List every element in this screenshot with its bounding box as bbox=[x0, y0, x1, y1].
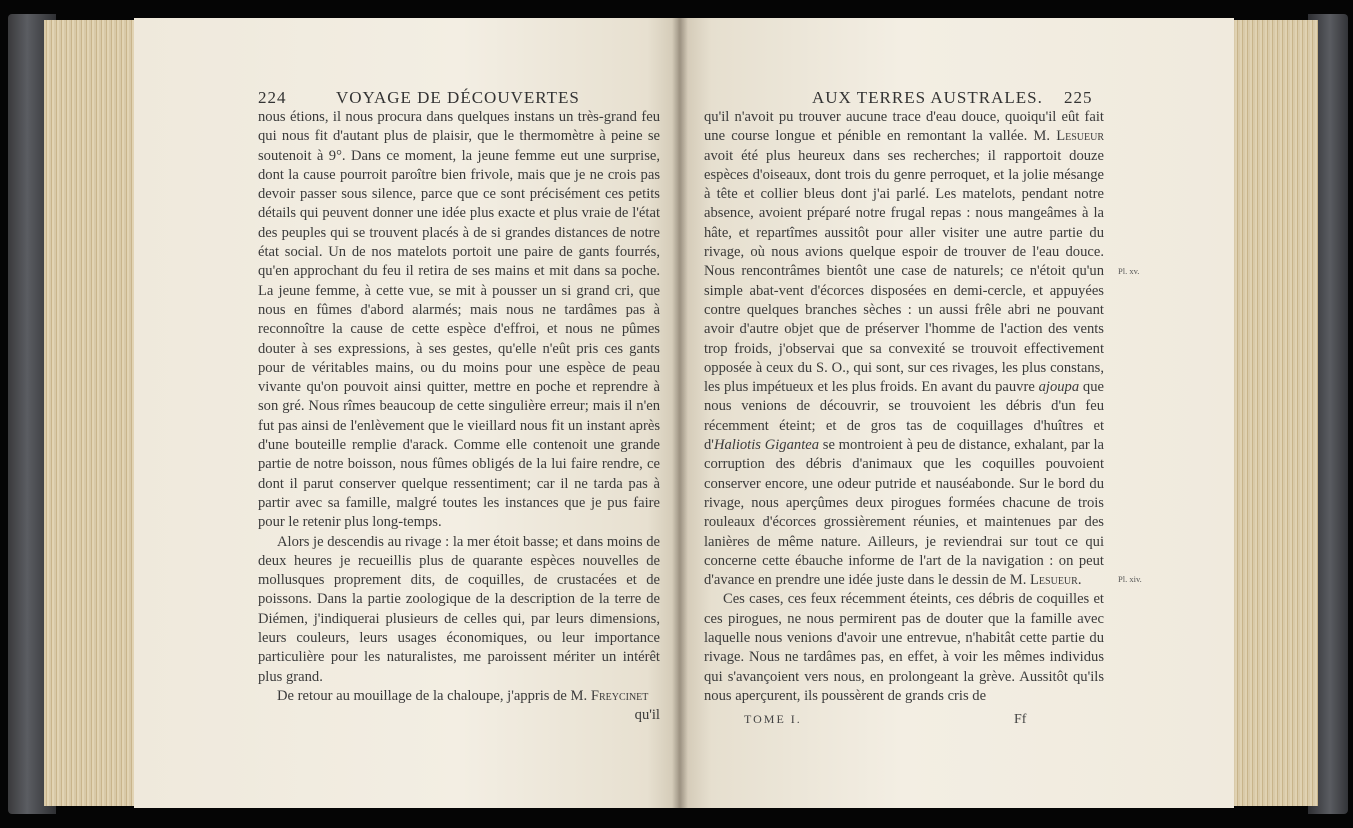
name-freycinet: Freycinet bbox=[590, 687, 649, 704]
right-running-head: AUX TERRES AUSTRALES. bbox=[812, 88, 1043, 107]
right-paragraph-2: Ces cases, ces feux récemment éteints, ces débris de coquilles et ces pirogues, ne nous permirent pas de douter que la famille avec laquelle nous venions d'avoir une entrevue, n'habitât cette partie du rivage. Nous ne tardâmes pas, en effet, à voir les mêmes individus qui s'avançoient vers nous, en prolongeant la grève. Aussitôt qu'ils nous aperçurent, ils poussèrent de grands cris de bbox=[704, 591, 1104, 704]
left-page-body bbox=[258, 108, 660, 726]
plate-note-xiv: Pl. xiv. bbox=[1118, 574, 1142, 584]
footer-signature: Ff bbox=[1014, 712, 1027, 727]
book-gutter bbox=[672, 18, 688, 808]
page-edges-right bbox=[1230, 20, 1318, 806]
left-page-number: 224 bbox=[258, 88, 287, 107]
italic-haliotis: Haliotis Gigantea bbox=[713, 437, 820, 454]
left-page bbox=[134, 18, 680, 808]
open-book bbox=[8, 12, 1348, 818]
page-edges-left bbox=[44, 20, 148, 806]
left-paragraph-1: nous étions, il nous procura dans quelques instans un très-grand feu qui nous fit d'autant plus de plaisir, que le thermomètre à peine se soutenoit à 9°. Dans ce moment, la jeune femme eut une surprise, dont la cause pourroit paroître bien frivole, mais que je ne crois pas devoir passer sous silence, parce que ce sont précisément ces petits détails qui peuvent donner une idée plus exacte et plus vraie de l'état des peuples qui se trouvent placés à de si grandes distances de notre état social. Un de nos matelots portoit une paire de gants fourrés, qu'en approchant du feu il retira de ses mains et mit dans sa poche. La jeune femme, à cette vue, se mit à pousser un si grand cri, que nous en fûmes d'abord alarmés; mais nous ne tardâmes pas à reconnoître la cause de cette espèce d'effroi, et nous ne pûmes douter à ses expressions, à ses gestes, qu'elle n'eût pris ces gants pour de véritables mains, ou du moins pour une espèce de peau vivante qu'on pouvoit ainsi quitter, mettre en poche et reprendre à son gré. Nous rîmes beaucoup de cette singulière erreur; mais il n'en fut pas ainsi de l'enlèvement que le vieillard nous fit un instant après d'une bouteille remplie d'arack. Comme elle contenoit une grande partie de notre boisson, nous fûmes obligés de la lui faire rendre, ce dont il parut conserver quelque ressentiment; car il ne tarda pas à partir avec sa famille, malgré toutes les instances que je pus faire pour le retenir plus long-temps. bbox=[258, 109, 660, 531]
left-paragraph-2: Alors je descendis au rivage : la mer étoit basse; et dans moins de deux heures je recueillis plus de quarante espèces nouvelles de mollusques proprement dits, de coquilles, de crustacées et de poissons. Dans la partie zoologique de la description de la terre de Diémen, j'indiquerai plusieurs de celles qui, par leurs dimensions, leurs couleurs, leurs usages économiques, ou leur importance particulière pour les naturalistes, me paroissent mériter un intérêt plus grand. bbox=[258, 533, 660, 685]
left-running-head: VOYAGE DE DÉCOUVERTES bbox=[336, 88, 580, 107]
right-page bbox=[678, 18, 1234, 808]
left-catchword: qu'il bbox=[634, 707, 660, 724]
name-lesueur-1: Lesueur bbox=[1056, 128, 1104, 145]
italic-ajoupa: ajoupa bbox=[1038, 379, 1080, 396]
right-paragraph-1: qu'il n'avoit pu trouver aucune trace d'eau douce, quoiqu'il eût fait une course longue et pénible en remontant la vallée. M. Lesueur avoit été plus heureux dans ses recherches; il rapportoit douze espèces d'oiseaux, dont trois du genre perroquet, et la jolie mésange à tête et collier bleus dont j'ai parlé. Les matelots, pendant notre absence, avoient préparé notre frugal repas : nous mangeâmes à la hâte, et repartîmes aussitôt pour aller visiter une autre partie du rivage, où nous avions quelque espoir de trouver de l'eau douce. Nous rencontrâmes bientôt une case de naturels; ce n'étoit qu'un simple abat-vent d'écorces disposées en demi-cercle, et appuyées contre quelques branches sèches : un aussi frêle abri ne pouvant avoir d'autre objet que de préserver l'homme de l'action des vents trop froids, j'observai que sa convexité se trouvoit effectivement opposée à ceux du S. O., qui sont, sur ces rivages, les plus constans, les plus impétueux et les plus froids. En avant du pauvre ajoupa que nous venions de découvrir, se trouvoient les débris d'un feu récemment éteint; et de gros tas de coquillages d'huîtres et d'Haliotis Gigantea se montroient à peu de distance, exhalant, par la corruption des débris d'animaux que les coquilles pouvoient conserver encore, une odeur putride et nauséabonde. Sur le bord du rivage, nous aperçûmes deux pirogues formées chacune de trois rouleaux d'écorces grossièrement réunies, et maintenues par des lanières de même nature. Ailleurs, je reviendrai sur tout ce qui concerne cette ébauche informe de l'art de la navigation : on peut d'avance en prendre une idée juste dans le dessin de M. Lesueur. bbox=[704, 109, 1104, 589]
right-page-body bbox=[704, 108, 1104, 706]
name-lesueur-2: Lesueur bbox=[1030, 572, 1078, 589]
plate-note-xv: Pl. xv. bbox=[1118, 266, 1140, 276]
footer-volume: TOME I. bbox=[744, 712, 802, 726]
left-paragraph-3: De retour au mouillage de la chaloupe, j'appris de M. Freycinet bbox=[276, 687, 649, 704]
right-page-number: 225 bbox=[1064, 88, 1093, 107]
